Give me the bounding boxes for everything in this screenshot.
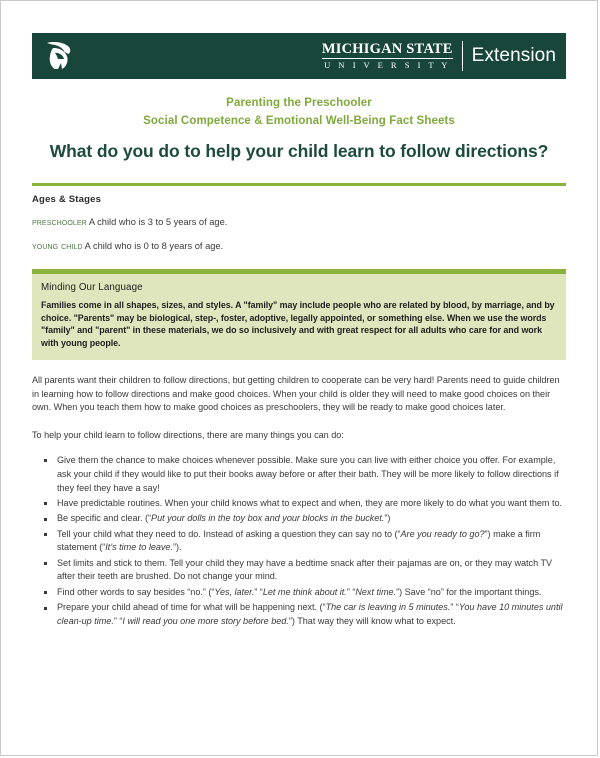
tip-text: Tell your child what they need to do. Instead of asking a question they can say no to (“	[57, 528, 401, 539]
tip-list-item	[57, 512, 566, 526]
tip-example-phrase: Next time.	[355, 586, 397, 597]
ages-stages-definitions	[32, 216, 566, 254]
lead-in-paragraph: To help your child learn to follow directions, there are many things you can do:	[32, 430, 344, 441]
msu-university-line: U N I V E R S I T Y	[324, 59, 451, 70]
tip-text: ” “	[113, 615, 123, 626]
tip-text: ” “	[346, 586, 356, 597]
tip-text: ” “	[254, 586, 263, 597]
tip-example-phrase: Put your dolls in the toy box and your blocks in the bucket.	[151, 513, 385, 524]
minding-our-language-box	[32, 269, 566, 360]
tip-example-phrase: It’s time to leave.	[105, 542, 173, 553]
msu-extension-wordmark	[322, 39, 556, 73]
tip-text: Have predictable routines. When your child knows what to expect and when, they are more likely to do what you want them to.	[57, 497, 563, 508]
msu-name-line: MICHIGAN STATE	[322, 42, 453, 59]
age-stage-description: A child who is 0 to 8 years of age.	[82, 240, 224, 251]
tip-list-item	[57, 497, 566, 511]
tip-example-phrase: You have 10 minutes until clean-up time.	[57, 602, 563, 626]
tip-example-phrase: Let me think about it.	[262, 586, 347, 597]
age-stage-definition	[32, 240, 566, 253]
tip-text: Set limits and stick to them. Tell your child they may have a bedtime snack after their pajamas are on, or they may watch TV after their teeth are brushed. Do not change your mind.	[57, 557, 553, 582]
intro-paragraph: All parents want their children to follow directions, but getting children to cooperate can be very hard! Parents need to guide children in learning how to follow directions and make good choices. When your child is older they will need to make good choices on their own. When you teach them how to make good choices as preschoolers, they will be ready to make good choices later.	[32, 374, 560, 413]
tip-text: Give them the chance to make choices whenever possible. Make sure you can live with either choice you offer. For example, ask your child if they would like to put their books away before or after their bath. They will be more likely to follow directions if they feel they have a say!	[57, 454, 559, 493]
tip-list-item	[57, 601, 566, 629]
ages-stages-heading: Ages & Stages	[32, 193, 102, 205]
series-line-1: Parenting the Preschooler	[226, 97, 372, 109]
tip-text: Find other words to say besides “no.” (“	[57, 586, 215, 597]
tip-list-item	[57, 528, 566, 556]
page-title: What do you do to help your child learn to follow directions?	[49, 140, 549, 161]
tip-text: Prepare your child ahead of time for what will be happening next. (“	[57, 602, 326, 613]
minding-our-language-body: Families come in all shapes, sizes, and styles. A "family" may include people who are related by blood, by marriage, and by choice. "Parents" may be biological, step-, foster, adoptive, legally appointed, or something else. When we use the words "family" and "parent" in these materials, we do so inclusively and with great respect for all adults who care for and work with young people.	[41, 300, 555, 349]
series-titles	[32, 95, 566, 131]
tip-example-phrase: Are you ready to go?	[400, 528, 485, 539]
extension-label: Extension	[471, 45, 556, 66]
series-line-2: Social Competence & Emotional Well-Being Fact Sheets	[143, 114, 455, 127]
section-divider-rule	[32, 183, 566, 186]
age-stage-definition	[32, 216, 566, 229]
tip-text: ”) Save “no” for the important things.	[396, 586, 542, 597]
tip-text: Be specific and clear. (“	[57, 513, 152, 524]
tip-list-item	[57, 454, 566, 495]
age-stage-term: preschooler	[32, 216, 87, 228]
age-stage-description: A child who is 3 to 5 years of age.	[86, 216, 228, 227]
tip-example-phrase: Yes, later.	[214, 586, 255, 597]
page-content	[1, 33, 597, 629]
tip-text: ”)	[384, 513, 391, 524]
tip-text: ” “	[450, 602, 459, 613]
minding-our-language-heading: Minding Our Language	[41, 282, 143, 294]
tip-example-phrase: The car is leaving in 5 minutes.	[325, 602, 451, 613]
msu-lockup	[322, 42, 462, 71]
age-stage-term: young child	[32, 240, 83, 252]
tip-text: ”) make a firm statement (“	[57, 528, 541, 553]
tip-text: ”) That way they will know what to expect.	[288, 615, 456, 626]
tip-list-item	[57, 586, 566, 600]
tip-text: ”).	[172, 542, 182, 553]
spartan-helmet-icon	[44, 40, 74, 72]
msu-extension-masthead	[32, 33, 566, 79]
tip-example-phrase: I will read you one more story before bed.	[122, 615, 289, 626]
tip-list-item	[57, 557, 566, 585]
tips-bullet-list	[32, 454, 566, 629]
